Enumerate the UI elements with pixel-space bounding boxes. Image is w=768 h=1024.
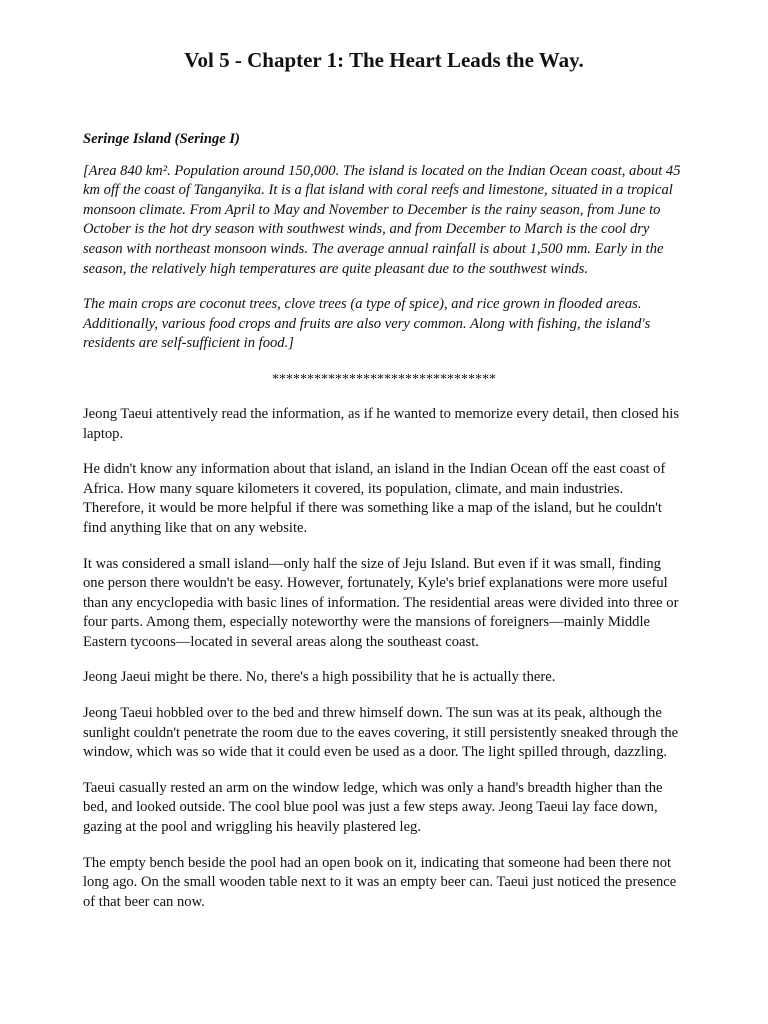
section-divider: ******************************** (272, 371, 496, 387)
body-paragraph: The empty bench beside the pool had an open book on it, indicating that someone had been there not long ago. On the small wooden table next to it was an empty beer can. Taeui just noticed the presence of that beer can now. (83, 854, 677, 910)
body-paragraph: He didn't know any information about that island, an island in the Indian Ocean off the east coast of Africa. How many square kilometers it covered, its population, climate, and main industries. Therefore, it would be more helpful if there was something like a map of the island, but he couldn't find anything like that on any website. (83, 461, 666, 536)
body-paragraph: Jeong Jaeui might be there. No, there's a high possibility that he is actually there. (83, 669, 556, 686)
body-paragraph: It was considered a small island—only half the size of Jeju Island. But even if it was small, finding one person there wouldn't be easy. However, fortunately, Kyle's brief explanations were more useful than any encyclopedia with basic lines of information. The residential areas were divided into three or four parts. Among them, especially noteworthy were the mansions of foreigners—mainly Middle Eastern tycoons—located in several areas along the southeast coast. (83, 555, 679, 650)
info-heading: Seringe Island (Seringe I) (83, 131, 240, 147)
document-page (83, 46, 685, 928)
body-paragraph: Taeui casually rested an arm on the window ledge, which was only a hand's breadth higher than the bed, and looked outside. The cool blue pool was just a few steps away. Jeong Taeui lay face down, gazing at the pool and wriggling his heavily plastered leg. (83, 779, 663, 836)
info-paragraph: [Area 840 km². Population around 150,000. The island is located on the Indian Ocean coast, about 45 km off the coast of Tanganyika. It is a flat island with coral reefs and limestone, situated in a tropical monsoon climate. From April to May and November to December is the rainy season, from June to October is the hot dry season with southwest winds, and from December to March is the cool dry season with northeast monsoon winds. The average annual rainfall is about 1,500 mm. Early in the season, the relatively high temperatures are quite pleasant due to the southwest winds. (83, 162, 681, 277)
body-paragraph: Jeong Taeui hobbled over to the bed and threw himself down. The sun was at its peak, although the sunlight couldn't penetrate the room due to the eaves covering, it still persistently sneaked through the window, which was so wide that it could even be used as a door. The light spilled through, dazzling. (83, 705, 679, 761)
body-paragraph: Jeong Taeui attentively read the information, as if he wanted to memorize every detail, then closed his laptop. (83, 405, 680, 442)
chapter-title: Vol 5 - Chapter 1: The Heart Leads the Way. (184, 48, 584, 72)
info-paragraph: The main crops are coconut trees, clove trees (a type of spice), and rice grown in flooded areas. Additionally, various food crops and fruits are also very common. Along with fishing, the island's residents are self-sufficient in food.] (83, 296, 651, 352)
